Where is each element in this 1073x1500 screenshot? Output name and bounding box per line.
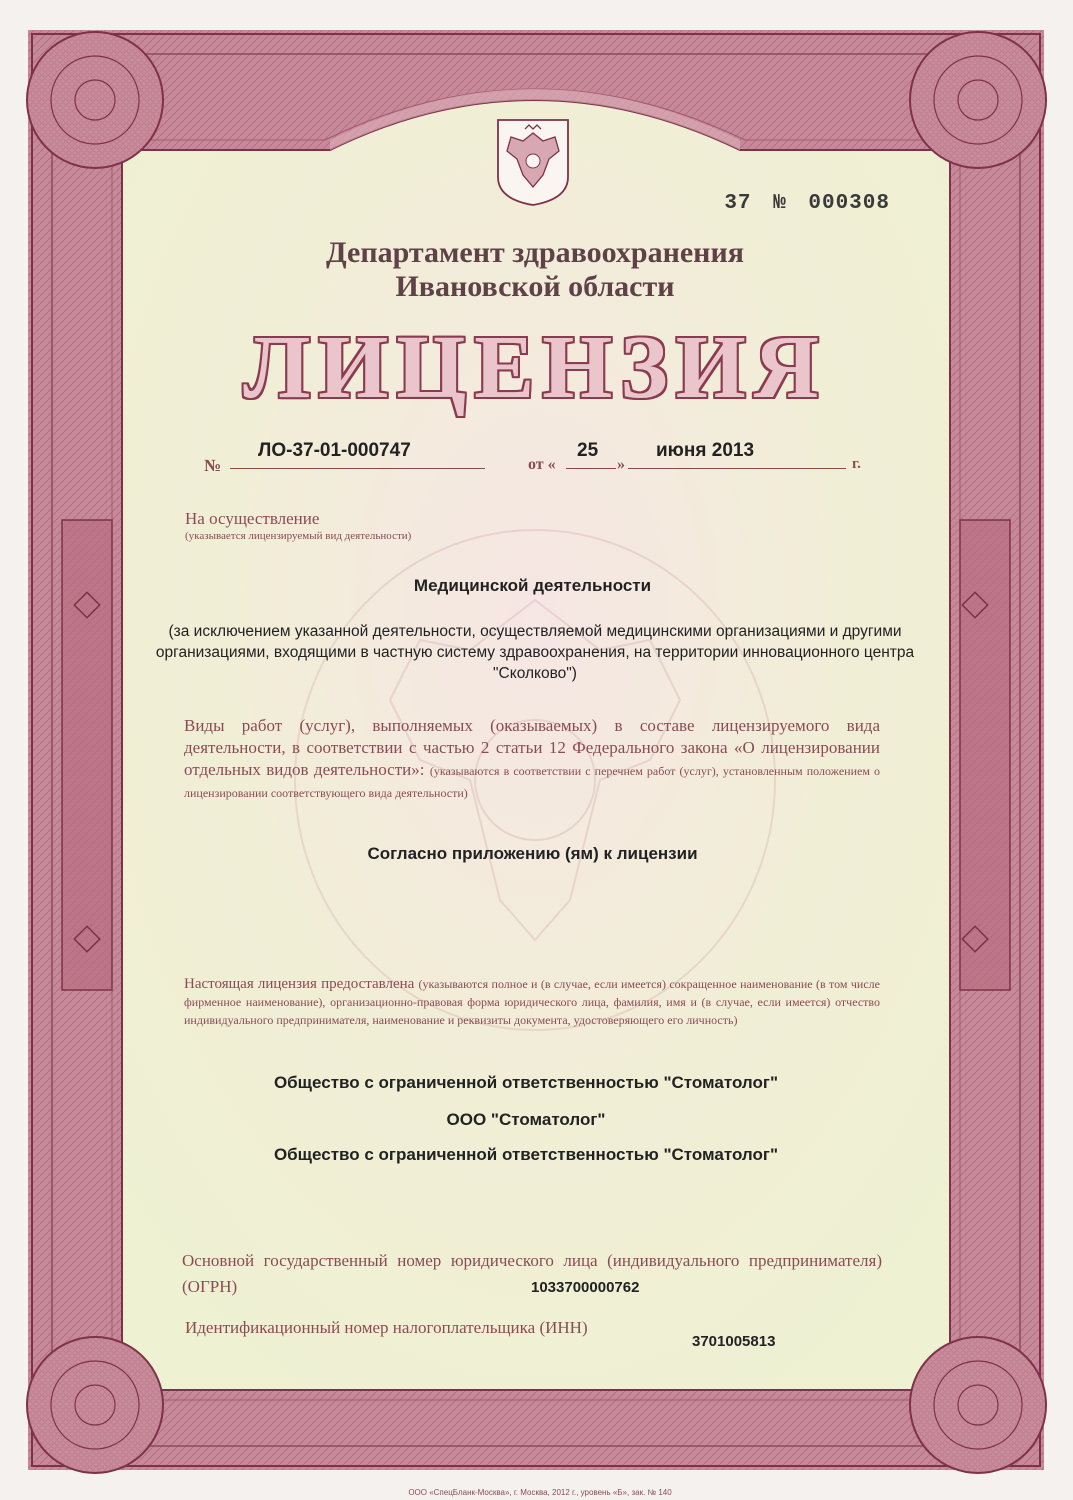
- date-month-line: [628, 468, 846, 469]
- ogrn-label: Основной государственный номер юридического лица (индивидуального предпринимателя) (ОГРН): [182, 1251, 882, 1296]
- year-suffix: г.: [852, 456, 861, 472]
- organization-full-name: Общество с ограниченной ответственностью "Стоматолог": [273, 1073, 779, 1092]
- works-value: Согласно приложению (ям) к лицензии: [367, 844, 698, 863]
- serial-code: 000308: [808, 192, 890, 215]
- series-code: 37: [724, 192, 752, 215]
- works-hint: (указываются в соответствии с перечнем работ (услуг), установленным положением о лицензировании соответствующего вида деятельности): [184, 764, 881, 800]
- ogrn-value: 1033700000762: [531, 1279, 640, 1296]
- issuing-authority: [170, 236, 900, 304]
- inn-value: 3701005813: [692, 1333, 776, 1350]
- authority-line-1: Департамент здравоохранения: [326, 236, 744, 269]
- granted-hint: (указываются полное и (в случае, если имеется) сокращенное наименование (в том числе фирменное наименование), организационно-правовая форма юридического лица, фамилия, имя и (в случае, если имеется) отчество индивидуального предпринимателя, наименование и реквизиты документа, удостоверяющего его личность): [184, 977, 880, 1027]
- date-from-label: от «: [528, 456, 556, 473]
- license-number: ЛО-37-01-000747: [258, 440, 411, 461]
- activity-hint: (указывается лицензируемый вид деятельности): [185, 530, 412, 542]
- license-number-label: №: [204, 456, 222, 475]
- printer-footer: ООО «СпецБланк-Москва», г. Москва, 2012 г., уровень «Б», зак. № 140: [408, 1488, 672, 1497]
- authority-line-2: Ивановской области: [395, 270, 675, 303]
- activity-label: На осуществление: [185, 509, 320, 528]
- license-number-line: [230, 468, 485, 469]
- serial-number-sign: №: [773, 192, 787, 215]
- granted-paragraph: [184, 975, 880, 1029]
- organization-brand-name: Общество с ограниченной ответственностью "Стоматолог": [273, 1145, 779, 1164]
- works-text: Виды работ (услуг), выполняемых (оказываемых) в составе лицензируемого вида деятельности, в соответствии с частью 2 статьи 12 Федерального закона «О лицензировании отдельных видов деятельности»:: [184, 716, 880, 779]
- inn-label: Идентификационный номер налогоплательщика (ИНН): [185, 1318, 588, 1337]
- coat-of-arms-icon: [493, 117, 573, 207]
- works-paragraph: [184, 715, 880, 803]
- document-title: ЛИЦЕНЗИЯ: [243, 318, 827, 417]
- activity-value: Медицинской деятельности: [413, 576, 652, 595]
- activity-note: (за исключением указанной деятельности, осуществляемой медицинскими организациями и другими организациями, входящими в частную систему здравоохранения, на территории инновационного центра "Сколково"): [155, 623, 915, 682]
- date-quote-close: »: [617, 456, 625, 473]
- date-month-year: июня 2013: [656, 440, 755, 461]
- date-day: 25: [577, 440, 599, 461]
- granted-label: Настоящая лицензия предоставлена: [184, 976, 415, 992]
- date-day-line: [566, 468, 616, 469]
- organization-short-name: ООО "Стоматолог": [446, 1110, 606, 1129]
- blank-serial-number: [690, 192, 890, 215]
